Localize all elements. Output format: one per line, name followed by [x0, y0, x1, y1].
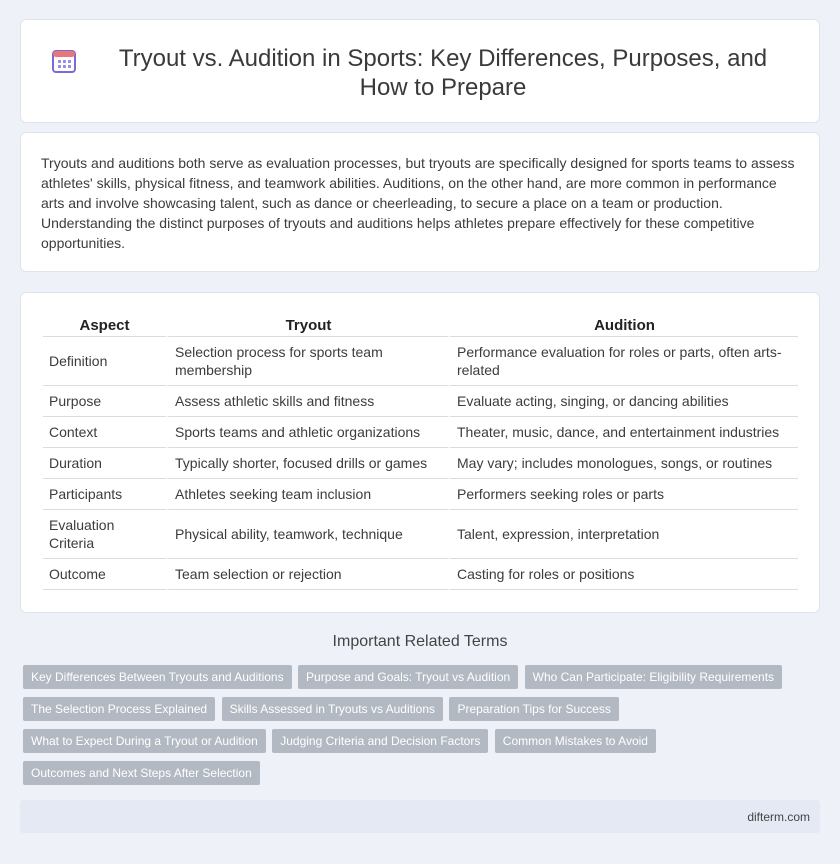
cell-tryout: Typically shorter, focused drills or games: [166, 448, 448, 479]
table-row: [43, 337, 798, 386]
related-term-tag[interactable]: Skills Assessed in Tryouts vs Auditions: [222, 697, 443, 721]
cell-aspect: Outcome: [43, 559, 166, 590]
cell-aspect: Participants: [43, 479, 166, 510]
related-term-tag[interactable]: The Selection Process Explained: [23, 697, 215, 721]
cell-tryout: Assess athletic skills and fitness: [166, 386, 448, 417]
cell-audition: Performers seeking roles or parts: [448, 479, 798, 510]
cell-aspect: Duration: [43, 448, 166, 479]
table-row: [43, 448, 798, 479]
related-term-tag[interactable]: Purpose and Goals: Tryout vs Audition: [298, 665, 518, 689]
header-aspect: Aspect: [43, 313, 166, 337]
cell-audition: Casting for roles or positions: [448, 559, 798, 590]
intro-card: [20, 132, 820, 272]
cell-aspect: Definition: [43, 337, 166, 386]
title-card: [20, 19, 820, 123]
page-title: Tryout vs. Audition in Sports: Key Differences, Purposes, and How to Prepare: [118, 45, 768, 101]
cell-aspect: Context: [43, 417, 166, 448]
cell-tryout: Team selection or rejection: [166, 559, 448, 590]
table-header-row: [43, 313, 798, 337]
related-terms-list: [23, 665, 823, 793]
cell-aspect: Purpose: [43, 386, 166, 417]
header-audition: Audition: [448, 313, 798, 337]
table-row: [43, 510, 798, 559]
comparison-table: [43, 313, 798, 590]
table-row: [43, 479, 798, 510]
cell-audition: Theater, music, dance, and entertainment industries: [448, 417, 798, 448]
footer-site-link[interactable]: difterm.com: [747, 810, 810, 824]
cell-tryout: Athletes seeking team inclusion: [166, 479, 448, 510]
cell-tryout: Physical ability, teamwork, technique: [166, 510, 448, 559]
related-term-tag[interactable]: Who Can Participate: Eligibility Requirements: [525, 665, 782, 689]
related-term-tag[interactable]: Judging Criteria and Decision Factors: [272, 729, 488, 753]
cell-aspect: Evaluation Criteria: [43, 510, 166, 559]
cell-audition: Performance evaluation for roles or parts, often arts-related: [448, 337, 798, 386]
related-term-tag[interactable]: What to Expect During a Tryout or Audition: [23, 729, 266, 753]
related-term-tag[interactable]: Common Mistakes to Avoid: [495, 729, 656, 753]
calendar-icon: [51, 48, 77, 74]
cell-tryout: Selection process for sports team membership: [166, 337, 448, 386]
related-term-tag[interactable]: Outcomes and Next Steps After Selection: [23, 761, 260, 785]
intro-paragraph: Tryouts and auditions both serve as evaluation processes, but tryouts are specifically designed for sports teams to assess athletes' skills, physical fitness, and teamwork abilities. Auditions, on the other hand, are more common in performance arts and involve showcasing talent, such as dance or cheerleading, to secure a place on a team or production. Understanding the distinct purposes of tryouts and auditions helps athletes prepare effectively for these competitive opportunities.: [41, 155, 795, 251]
table-row: [43, 386, 798, 417]
related-term-tag[interactable]: Preparation Tips for Success: [449, 697, 618, 721]
footer: [20, 800, 820, 833]
cell-audition: Evaluate acting, singing, or dancing abilities: [448, 386, 798, 417]
cell-audition: May vary; includes monologues, songs, or routines: [448, 448, 798, 479]
table-row: [43, 559, 798, 590]
cell-tryout: Sports teams and athletic organizations: [166, 417, 448, 448]
related-terms-heading: Important Related Terms: [332, 633, 508, 650]
cell-audition: Talent, expression, interpretation: [448, 510, 798, 559]
comparison-card: [20, 292, 820, 613]
header-tryout: Tryout: [166, 313, 448, 337]
table-row: [43, 417, 798, 448]
related-term-tag[interactable]: Key Differences Between Tryouts and Auditions: [23, 665, 292, 689]
